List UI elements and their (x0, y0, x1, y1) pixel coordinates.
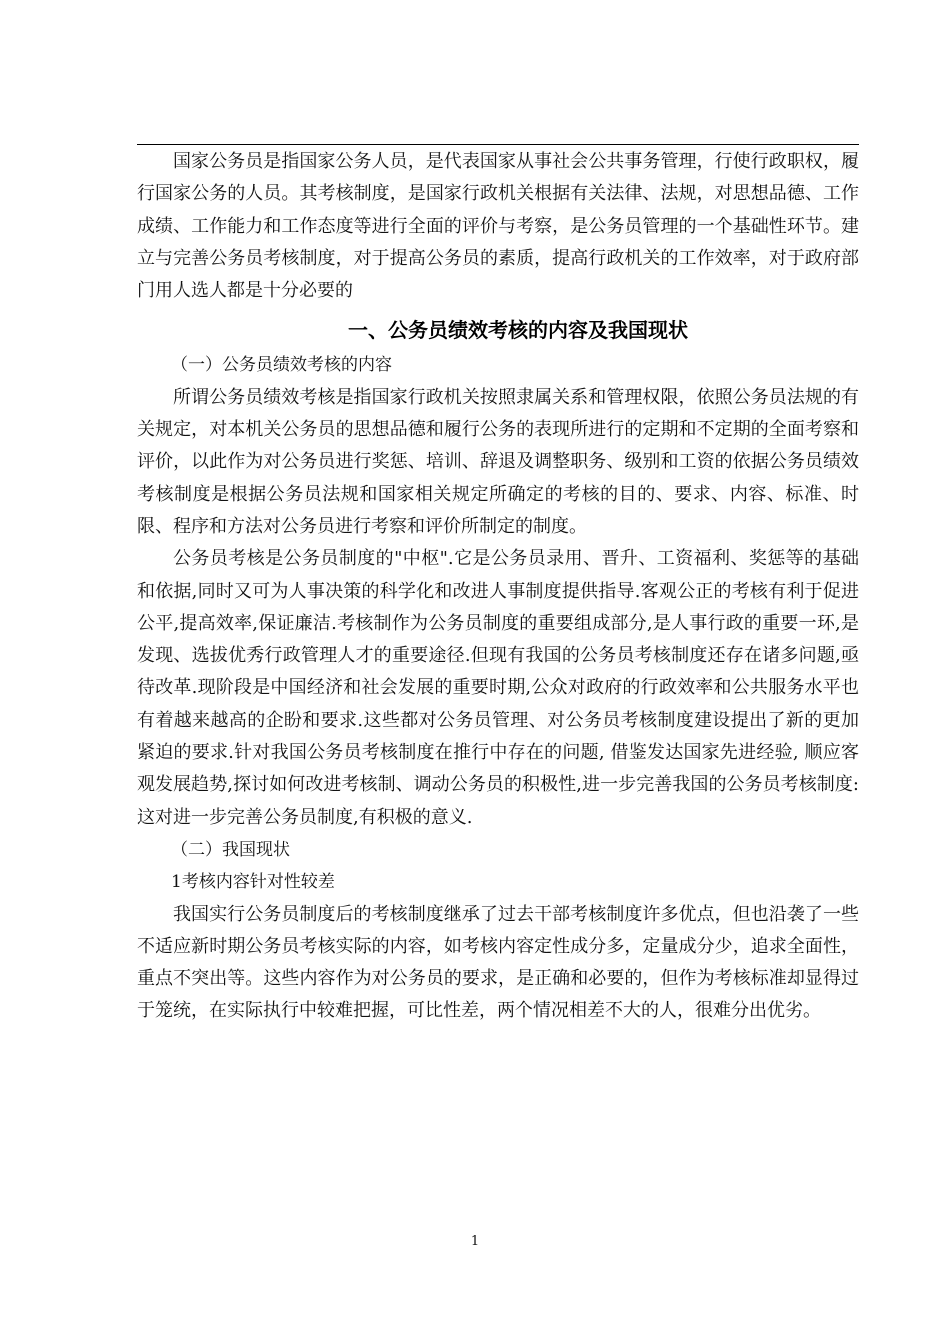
document-body (137, 146, 859, 1028)
paragraph-definition: 所谓公务员绩效考核是指国家行政机关按照隶属关系和管理权限，依照公务员法规的有关规定，对本机关公务员的思想品德和履行公务的表现所进行的定期和不定期的全面考察和评价，以此作为对公务员进行奖惩、培训、辞退及调整职务、级别和工资的依据公务员绩效考核制度是根据公务员法规和国家相关规定所确定的考核的目的、要求、内容、标准、时限、程序和方法对公务员进行考察和评价所制定的制度。 (137, 386, 859, 537)
intro-paragraph: 国家公务员是指国家公务人员，是代表国家从事社会公共事务管理，行使行政职权，履行国家公务的人员。其考核制度，是国家行政机关根据有关法律、法规，对思想品德、工作成绩、工作能力和工作态度等进行全面的评价与考察，是公务员管理的一个基础性环节。建立与完善公务员考核制度，对于提高公务员的素质，提高行政机关的工作效率，对于政府部门用人选人都是十分必要的 (137, 151, 859, 302)
paragraph-importance: 公务员考核是公务员制度的"中枢".它是公务员录用、晋升、工资福利、奖惩等的基础和依据,同时又可为人事决策的科学化和改进人事制度提供指导.客观公正的考核有利于促进公平,提高效率,保证廉洁.考核制作为公务员制度的重要组成部分,是人事行政的重要一环,是发现、选拔优秀行政管理人才的重要途径.但现有我国的公务员考核制度还存在诸多问题,亟待改革.现阶段是中国经济和社会发展的重要时期,公众对政府的行政效率和公共服务水平也有着越来越高的企盼和要求.这些都对公务员管理、对公务员考核制度建设提出了新的更加紧迫的要求.针对我国公务员考核制度在推行中存在的问题, 借鉴发达国家先进经验, 顺应客观发展趋势,探讨如何改进考核制、调动公务员的积极性,进一步完善我国的公务员考核制度:这对进一步完善公务员制度,有积极的意义. (137, 548, 859, 828)
page-number: 1 (470, 1234, 480, 1249)
subheading-item-1: 1考核内容针对性较差 (171, 872, 335, 893)
paragraph-status: 我国实行公务员制度后的考核制度继承了过去干部考核制度许多优点，但也沿袭了一些不适应新时期公务员考核实际的内容，如考核内容定性成分多，定量成分少，追求全面性，重点不突出等。这些内容作为对公务员的要求，是正确和必要的，但作为考核标准却显得过于笼统，在实际执行中较难把握，可比性差，两个情况相差不大的人，很难分出优劣。 (137, 903, 859, 1022)
subheading-content: （一）公务员绩效考核的内容 (171, 355, 392, 376)
top-rule (137, 144, 859, 145)
section-heading: 一、公务员绩效考核的内容及我国现状 (348, 318, 688, 343)
subheading-status: （二）我国现状 (171, 839, 290, 860)
